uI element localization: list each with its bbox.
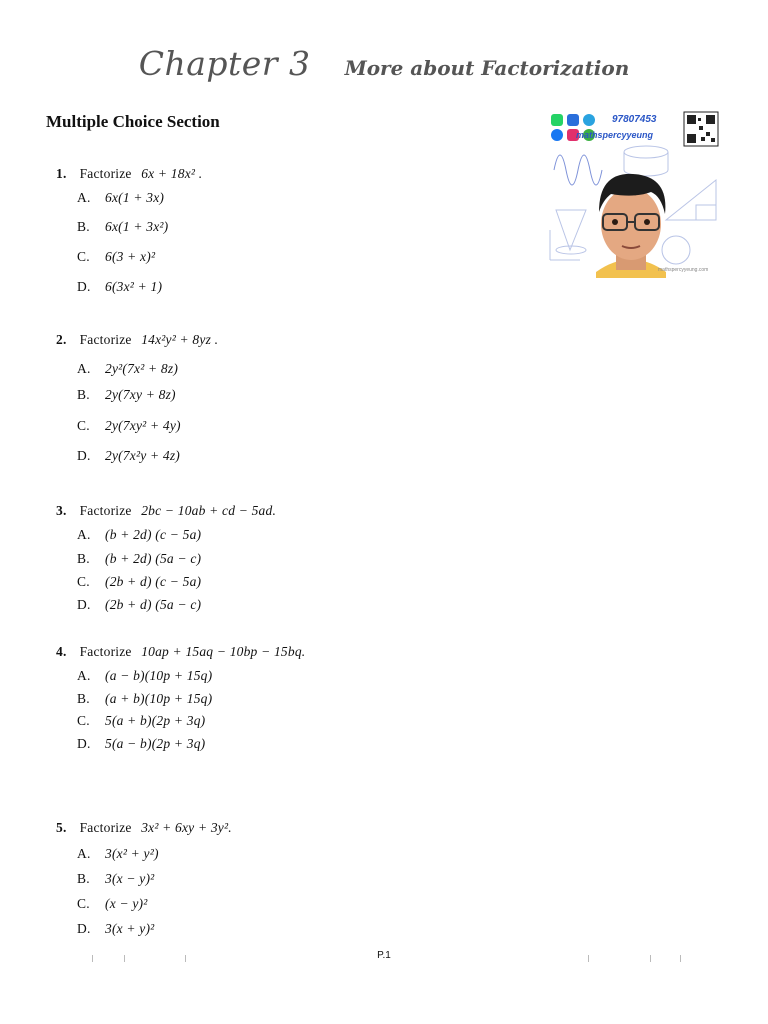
footer-divider (92, 955, 93, 962)
whatsapp-icon (551, 114, 563, 126)
option-text: (b + 2d) (5a − c) (105, 551, 202, 566)
option-text: 5(a + b)(2p + 3q) (105, 713, 206, 728)
option-letter: C. (77, 896, 90, 911)
chapter-subtitle: More about Factorization (344, 56, 630, 80)
option-text: (a + b)(10p + 15q) (105, 691, 213, 706)
footer-divider (680, 955, 681, 962)
option-5d[interactable] (77, 921, 154, 937)
question-number: 4. (56, 644, 67, 659)
option-3b[interactable] (77, 551, 201, 567)
footer-divider (185, 955, 186, 962)
option-text: (a − b)(10p + 15q) (105, 668, 213, 683)
option-text: (b + 2d) (c − 5a) (105, 527, 202, 542)
option-5c[interactable] (77, 896, 147, 912)
qr-code-icon (684, 112, 718, 146)
option-letter: B. (77, 387, 90, 402)
option-3d[interactable] (77, 597, 201, 613)
option-text: 5(a − b)(2p + 3q) (105, 736, 206, 751)
option-text: 6x(1 + 3x) (105, 190, 165, 205)
facebook-icon (551, 129, 563, 141)
option-3c[interactable] (77, 574, 201, 590)
option-letter: A. (77, 190, 91, 205)
question-number: 3. (56, 503, 67, 518)
question-5 (56, 820, 232, 836)
question-prompt: Factorize (79, 503, 132, 518)
telegram-icon (583, 114, 595, 126)
question-2 (56, 332, 218, 348)
option-letter: D. (77, 279, 91, 294)
footer-divider (650, 955, 651, 962)
option-5b[interactable] (77, 871, 154, 887)
option-letter: B. (77, 691, 90, 706)
author-logo (546, 110, 722, 278)
option-letter: B. (77, 551, 90, 566)
option-letter: B. (77, 871, 90, 886)
option-text: (2b + d) (c − 5a) (105, 574, 202, 589)
option-4b[interactable] (77, 691, 212, 707)
option-text: 3(x − y)² (105, 871, 155, 886)
message-icon (567, 114, 579, 126)
question-expression: 3x² + 6xy + 3y². (141, 820, 232, 835)
question-expression: 10ap + 15aq − 10bp − 15bq. (141, 644, 306, 659)
option-letter: C. (77, 574, 90, 589)
question-prompt: Factorize (79, 820, 132, 835)
option-1c[interactable] (77, 249, 155, 265)
option-1d[interactable] (77, 279, 162, 295)
question-prompt: Factorize (79, 332, 132, 347)
option-1a[interactable] (77, 190, 164, 206)
option-2b[interactable] (77, 387, 176, 403)
option-letter: A. (77, 361, 91, 376)
option-text: 3(x + y)² (105, 921, 155, 936)
page-number: P.1 (377, 950, 391, 961)
option-letter: D. (77, 448, 91, 463)
question-prompt: Factorize (79, 644, 132, 659)
footer-divider (124, 955, 125, 962)
footer-divider (588, 955, 589, 962)
option-text: (2b + d) (5a − c) (105, 597, 202, 612)
question-expression: 2bc − 10ab + cd − 5ad. (141, 503, 277, 518)
chapter-label: Chapter 3 (138, 44, 311, 83)
question-number: 1. (56, 166, 67, 181)
option-letter: A. (77, 527, 91, 542)
option-letter: D. (77, 597, 91, 612)
option-text: 3(x² + y²) (105, 846, 159, 861)
option-letter: A. (77, 846, 91, 861)
option-text: 2y(7x²y + 4z) (105, 448, 180, 463)
question-4 (56, 644, 305, 660)
option-5a[interactable] (77, 846, 159, 862)
question-number: 2. (56, 332, 67, 347)
option-4a[interactable] (77, 668, 212, 684)
question-1 (56, 166, 202, 182)
question-expression: 14x²y² + 8yz . (141, 332, 219, 347)
option-2c[interactable] (77, 418, 181, 434)
question-3 (56, 503, 276, 519)
option-text: 2y(7xy + 8z) (105, 387, 176, 402)
page-title (0, 44, 768, 83)
option-text: (x − y)² (105, 896, 148, 911)
social-handle: mathspercyyeung (576, 130, 654, 140)
option-3a[interactable] (77, 527, 201, 543)
option-letter: C. (77, 713, 90, 728)
option-text: 6x(1 + 3x²) (105, 219, 169, 234)
option-1b[interactable] (77, 219, 168, 235)
option-letter: C. (77, 249, 90, 264)
question-number: 5. (56, 820, 67, 835)
question-expression: 6x + 18x² . (141, 166, 203, 181)
option-4d[interactable] (77, 736, 205, 752)
option-text: 2y(7xy² + 4y) (105, 418, 181, 433)
website-label: mathspercyyeung.com (658, 267, 709, 273)
option-text: 2y²(7x² + 8z) (105, 361, 179, 376)
option-2a[interactable] (77, 361, 178, 377)
option-letter: B. (77, 219, 90, 234)
section-heading: Multiple Choice Section (46, 112, 220, 131)
option-letter: D. (77, 921, 91, 936)
option-2d[interactable] (77, 448, 180, 464)
question-prompt: Factorize (79, 166, 132, 181)
option-letter: D. (77, 736, 91, 751)
option-4c[interactable] (77, 713, 205, 729)
phone-number: 97807453 (612, 114, 657, 125)
option-letter: A. (77, 668, 91, 683)
option-text: 6(3 + x)² (105, 249, 156, 264)
option-text: 6(3x² + 1) (105, 279, 163, 294)
option-letter: C. (77, 418, 90, 433)
